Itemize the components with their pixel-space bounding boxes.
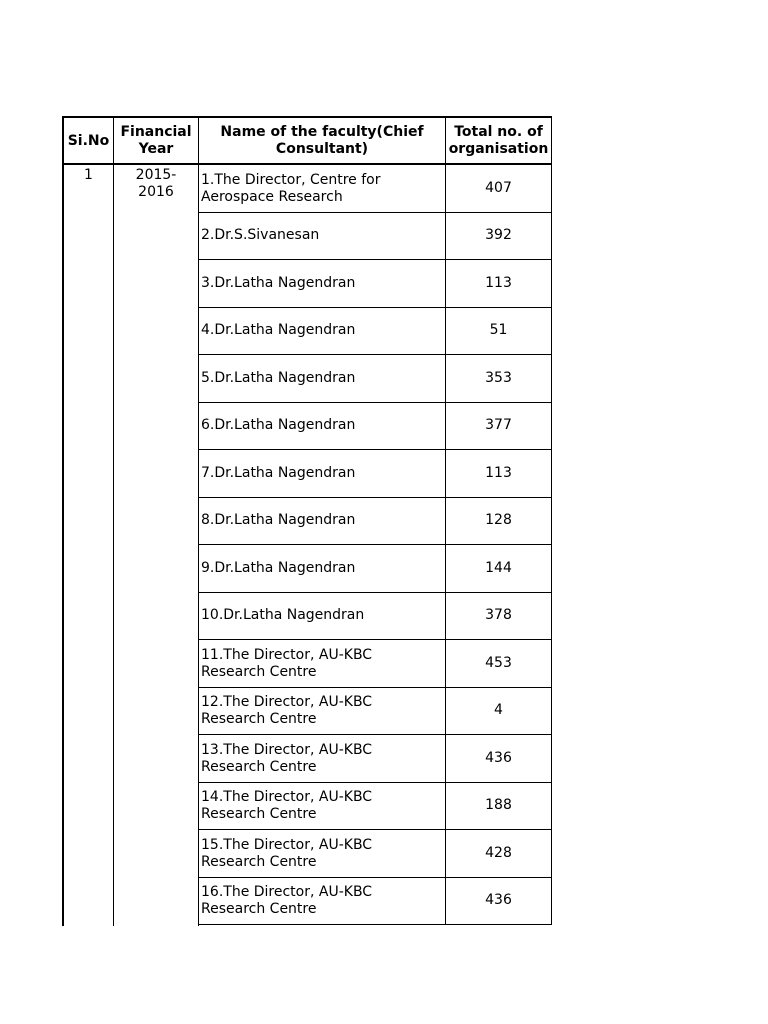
- row-bottom-border: [198, 402, 552, 403]
- faculty-name-line1: 16.The Director, AU-KBC: [201, 884, 373, 900]
- faculty-name-line1: 15.The Director, AU-KBC: [201, 837, 373, 853]
- total-organisations: 188: [485, 797, 512, 813]
- col-sep-year: [198, 116, 199, 926]
- faculty-name-line2: Research Centre: [201, 759, 317, 775]
- faculty-name-line1: 10.Dr.Latha Nagendran: [201, 607, 365, 623]
- row-bottom-border: [198, 924, 552, 925]
- row-bottom-border: [198, 782, 552, 783]
- faculty-name-line2: Aerospace Research: [201, 189, 343, 205]
- total-organisations: 378: [485, 607, 512, 623]
- row-bottom-border: [198, 259, 552, 260]
- total-organisations: 113: [485, 275, 512, 291]
- table-right-border: [551, 116, 552, 925]
- total-organisations: 144: [485, 560, 512, 576]
- faculty-name-line1: 8.Dr.Latha Nagendran: [201, 512, 356, 528]
- faculty-name-line1: 13.The Director, AU-KBC: [201, 742, 373, 758]
- row-bottom-border: [198, 307, 552, 308]
- total-organisations: 377: [485, 417, 512, 433]
- header-faculty-line1: Name of the faculty(Chief: [220, 124, 424, 140]
- row-bottom-border: [198, 877, 552, 878]
- header-total-line1: Total no. of: [454, 124, 543, 140]
- col-sep-sino: [113, 116, 114, 926]
- header-year-line2: Year: [138, 141, 174, 157]
- faculty-name-line1: 1.The Director, Centre for: [201, 172, 381, 188]
- total-organisations: 453: [485, 655, 512, 671]
- header-sino: Si.No: [67, 133, 110, 149]
- header-faculty-line2: Consultant): [275, 141, 369, 157]
- faculty-name-line2: Research Centre: [201, 901, 317, 917]
- faculty-name-line1: 4.Dr.Latha Nagendran: [201, 322, 356, 338]
- cell-sino: 1: [84, 167, 93, 183]
- row-bottom-border: [198, 449, 552, 450]
- row-bottom-border: [198, 734, 552, 735]
- table-left-border: [62, 116, 64, 926]
- faculty-name-line1: 5.Dr.Latha Nagendran: [201, 370, 356, 386]
- row-bottom-border: [198, 212, 552, 213]
- row-bottom-border: [198, 544, 552, 545]
- faculty-name-line1: 14.The Director, AU-KBC: [201, 789, 373, 805]
- row-bottom-border: [198, 592, 552, 593]
- total-organisations: 436: [485, 750, 512, 766]
- row-bottom-border: [198, 639, 552, 640]
- faculty-name-line1: 12.The Director, AU-KBC: [201, 694, 373, 710]
- faculty-name-line1: 11.The Director, AU-KBC: [201, 647, 373, 663]
- cell-year-line2: 2016: [138, 184, 174, 200]
- faculty-name-line1: 7.Dr.Latha Nagendran: [201, 465, 356, 481]
- total-organisations: 392: [485, 227, 512, 243]
- total-organisations: 4: [494, 702, 503, 718]
- faculty-name-line2: Research Centre: [201, 854, 317, 870]
- faculty-name-line2: Research Centre: [201, 664, 317, 680]
- faculty-name-line1: 3.Dr.Latha Nagendran: [201, 275, 356, 291]
- row-bottom-border: [198, 354, 552, 355]
- faculty-name-line2: Research Centre: [201, 806, 317, 822]
- total-organisations: 51: [489, 322, 508, 338]
- total-organisations: 436: [485, 892, 512, 908]
- total-organisations: 428: [485, 845, 512, 861]
- cell-year-line1: 2015-: [135, 167, 177, 183]
- total-organisations: 353: [485, 370, 512, 386]
- row-bottom-border: [198, 497, 552, 498]
- header-top-border: [62, 116, 552, 118]
- faculty-name-line1: 9.Dr.Latha Nagendran: [201, 560, 356, 576]
- total-organisations: 128: [485, 512, 512, 528]
- faculty-name-line1: 6.Dr.Latha Nagendran: [201, 417, 356, 433]
- header-year-line1: Financial: [120, 124, 192, 140]
- row-bottom-border: [198, 687, 552, 688]
- total-organisations: 113: [485, 465, 512, 481]
- row-bottom-border: [198, 829, 552, 830]
- total-organisations: 407: [485, 180, 512, 196]
- faculty-name-line2: Research Centre: [201, 711, 317, 727]
- header-total-line2: organisation: [448, 141, 549, 157]
- header-bottom-border: [62, 163, 552, 165]
- faculty-name-line1: 2.Dr.S.Sivanesan: [201, 227, 320, 243]
